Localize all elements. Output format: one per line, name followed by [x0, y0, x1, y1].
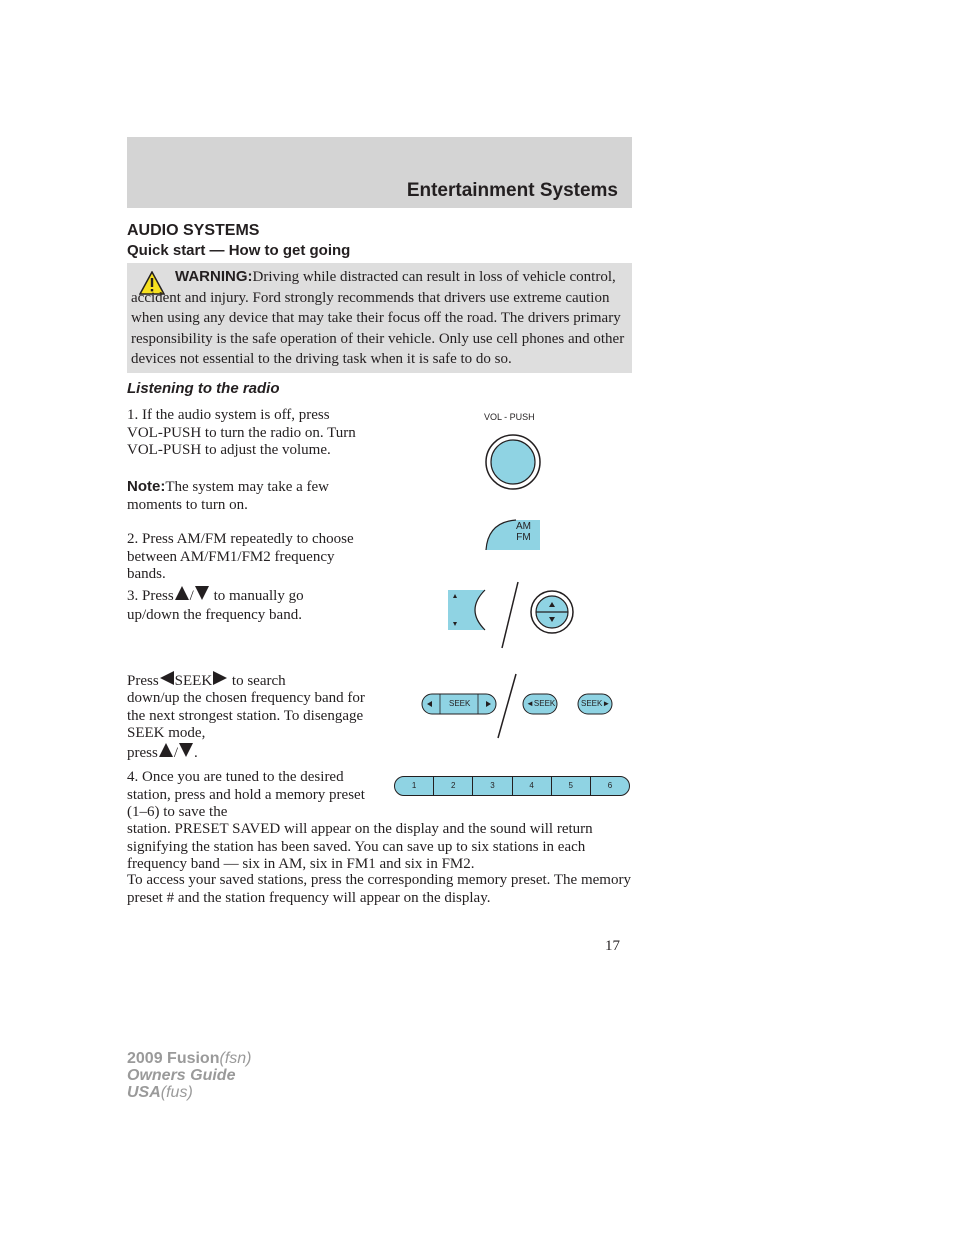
step-3-line2: up/down the frequency band. [127, 607, 302, 623]
down-arrow-icon [194, 585, 210, 601]
step-5-text: To access your saved stations, press the corresponding memory preset. The memory preset # and the station frequency will appear on the display. [127, 872, 631, 906]
step-2-text: 2. Press AM/FM repeatedly to choose between AM/FM1/FM2 frequency bands. [127, 531, 354, 582]
page-number: 17 [605, 938, 620, 954]
up-arrow-icon [174, 585, 190, 601]
seek-right-arrow-icon [212, 670, 228, 686]
am-label: AM [516, 521, 531, 532]
warning-text: Driving while distracted can result in loss of vehicle control, accident and injury. Ford strongly recommends that drivers use extreme caution when using any device that may take their focus off the road. The drivers primary responsibility is the safe operation of their vehicle. Only use cell phones and other devices not essential to the driving task when it is safe to do so. [131, 269, 625, 367]
footer-line-1 [127, 1050, 251, 1067]
vol-push-knob [483, 432, 543, 492]
footer-market: USA [127, 1084, 161, 1101]
seek-left-label: ◄SEEK [526, 699, 556, 708]
seek-right-label: SEEK► [581, 699, 611, 708]
preset-button-1: 1 [395, 777, 434, 795]
preset-button-6: 6 [607, 781, 613, 790]
am-fm-button [484, 518, 544, 552]
listening-title: Listening to the radio [127, 380, 280, 397]
seek-search: to search [231, 673, 286, 689]
step-3-manual: to manually go [213, 588, 304, 604]
step-4-full-text: station. PRESET SAVED will appear on the display and the sound will return signifying the station has been saved. You can save up to six stations in each frequency band — six in AM, six in FM1 and six in FM2. [127, 821, 593, 872]
note-label: Note: [127, 478, 166, 495]
seek-line1 [127, 670, 367, 691]
preset-button-4: 4 [513, 777, 552, 795]
preset-button-3: 3 [473, 777, 512, 795]
step-1-text: 1. If the audio system is off, press VOL-PUSH to turn the radio on. Turn VOL-PUSH to adjust the volume. [127, 407, 356, 458]
footer-line-2 [127, 1067, 251, 1084]
warning-label: WARNING: [175, 268, 253, 285]
preset-buttons-bar [394, 776, 630, 796]
warning-box [127, 263, 632, 373]
footer-market-code: (fus) [160, 1084, 193, 1101]
subsection-title: Quick start — How to get going [127, 242, 351, 259]
note-paragraph [127, 478, 367, 514]
step-4-column-text: 4. Once you are tuned to the desired station, press and hold a memory preset (1–6) to save the [127, 769, 365, 820]
header-title: Entertainment Systems [406, 180, 618, 201]
step-3-press: 3. Press [127, 588, 174, 604]
note-text: The system may take a few moments to turn on. [127, 479, 330, 513]
preset-button-5: 5 [552, 777, 591, 795]
step-3-line1 [127, 585, 367, 606]
seek-period: . [194, 745, 198, 761]
vol-push-label: VOL - PUSH [484, 412, 535, 422]
section-title: AUDIO SYSTEMS [127, 222, 260, 239]
footer-model-code: (fsn) [219, 1050, 252, 1067]
seek-button-label: SEEK [449, 699, 471, 708]
seek-line3 [127, 742, 367, 763]
header-band [127, 137, 632, 208]
seek-press: Press [127, 673, 159, 689]
warning-paragraph [131, 267, 626, 370]
am-fm-label [516, 521, 531, 543]
seek-left-arrow-icon [159, 670, 175, 686]
footer-line-3 [127, 1084, 251, 1101]
seek-word: SEEK [174, 673, 213, 689]
footer [127, 1050, 251, 1101]
up-arrow-icon [158, 742, 174, 758]
footer-guide: Owners Guide [127, 1067, 236, 1084]
step-3-slash: / [189, 588, 194, 604]
seek-slash: / [173, 745, 178, 761]
tune-buttons-figure [445, 580, 575, 650]
fm-label: FM [516, 532, 531, 543]
seek-line2: down/up the chosen frequency band for the next strongest station. To disengage SEEK mode, [127, 690, 365, 741]
seek-press-2: press [127, 745, 158, 761]
down-arrow-icon [178, 742, 194, 758]
preset-button-2: 2 [434, 777, 473, 795]
footer-model: 2009 Fusion [127, 1050, 220, 1067]
